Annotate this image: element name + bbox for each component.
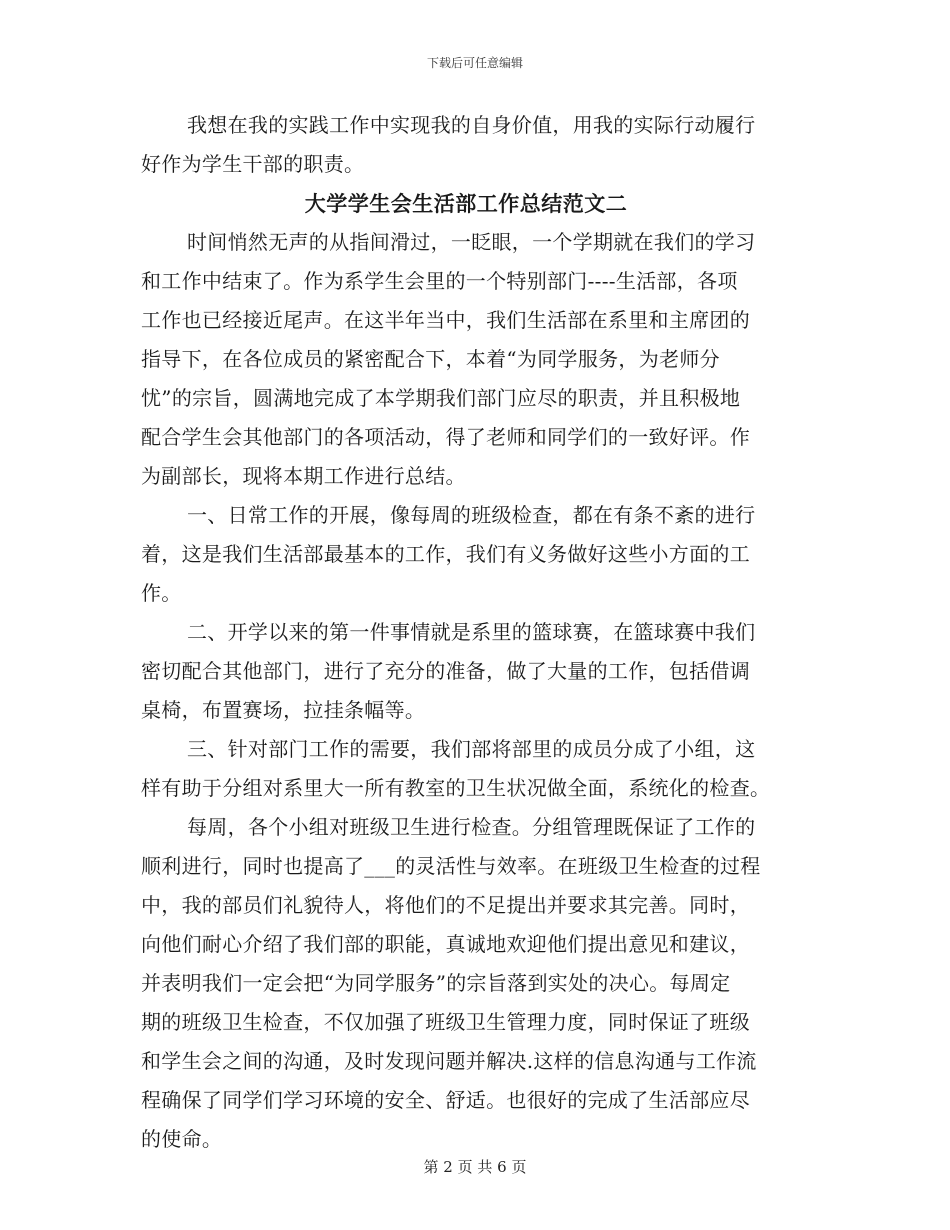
text-line: 二、开学以来的第一件事情就是系里的篮球赛，在篮球赛中我们: [187, 620, 756, 644]
text-line: 中，我的部员们礼貌待人，将他们的不足提出并要求其完善。同时，: [141, 893, 750, 917]
text-line: 样有助于分组对系里大一所有教室的卫生状况做全面，系统化的检查。: [141, 776, 771, 800]
text-line: 好作为学生干部的职责。: [141, 152, 365, 176]
text-line: 忧”的宗旨，圆满地完成了本学期我们部门应尽的职责，并且积极地: [141, 386, 741, 410]
document-body: [141, 106, 791, 1159]
text-line: 并表明我们一定会把“为同学服务”的宗旨落到实处的决心。每周定: [141, 971, 731, 995]
text-line: 配合学生会其他部门的各项活动，得了老师和同学们的一致好评。作: [141, 425, 750, 449]
page-header: 下载后可任意编辑: [426, 56, 523, 70]
text-line: 时间悄然无声的从指间滑过，一眨眼，一个学期就在我们的学习: [187, 230, 756, 254]
text-line: 程确保了同学们学习环境的安全、舒适。也很好的完成了生活部应尽: [141, 1088, 750, 1112]
text-line: 的使命。: [141, 1127, 223, 1151]
text-line: 顺利进行，同时也提高了___的灵活性与效率。在班级卫生检查的过程: [141, 854, 761, 878]
text-line: 指导下，在各位成员的紧密配合下，本着“为同学服务，为老师分: [141, 347, 720, 371]
text-line: 和学生会之间的沟通，及时发现问题并解决.这样的信息沟通与工作流: [141, 1049, 757, 1073]
text-line: 每周，各个小组对班级卫生进行检查。分组管理既保证了工作的: [187, 815, 756, 839]
text-line: 着，这是我们生活部最基本的工作，我们有义务做好这些小方面的工: [141, 542, 750, 566]
text-line: 向他们耐心介绍了我们部的职能，真诚地欢迎他们提出意见和建议，: [141, 932, 750, 956]
text-line: 三、针对部门工作的需要，我们部将部里的成员分成了小组，这: [187, 737, 756, 761]
section-title: 大学学生会生活部工作总结范文二: [304, 191, 628, 216]
text-line: 密切配合其他部门，进行了充分的准备，做了大量的工作，包括借调: [141, 659, 750, 683]
text-line: 作。: [141, 581, 182, 605]
text-line: 和工作中结束了。作为系学生会里的一个特别部门----生活部，各项: [141, 269, 738, 293]
text-line: 期的班级卫生检查，不仅加强了班级卫生管理力度，同时保证了班级: [141, 1010, 750, 1034]
text-line: 我想在我的实践工作中实现我的自身价值，用我的实际行动履行: [187, 113, 756, 137]
text-line: 桌椅，布置赛场，拉挂条幅等。: [141, 698, 426, 722]
page-footer: 第 2 页 共 6 页: [423, 1158, 527, 1176]
text-line: 一、日常工作的开展，像每周的班级检查，都在有条不紊的进行: [187, 503, 756, 527]
text-line: 为副部长，现将本期工作进行总结。: [141, 464, 466, 488]
text-line: 工作也已经接近尾声。在这半年当中，我们生活部在系里和主席团的: [141, 308, 750, 332]
